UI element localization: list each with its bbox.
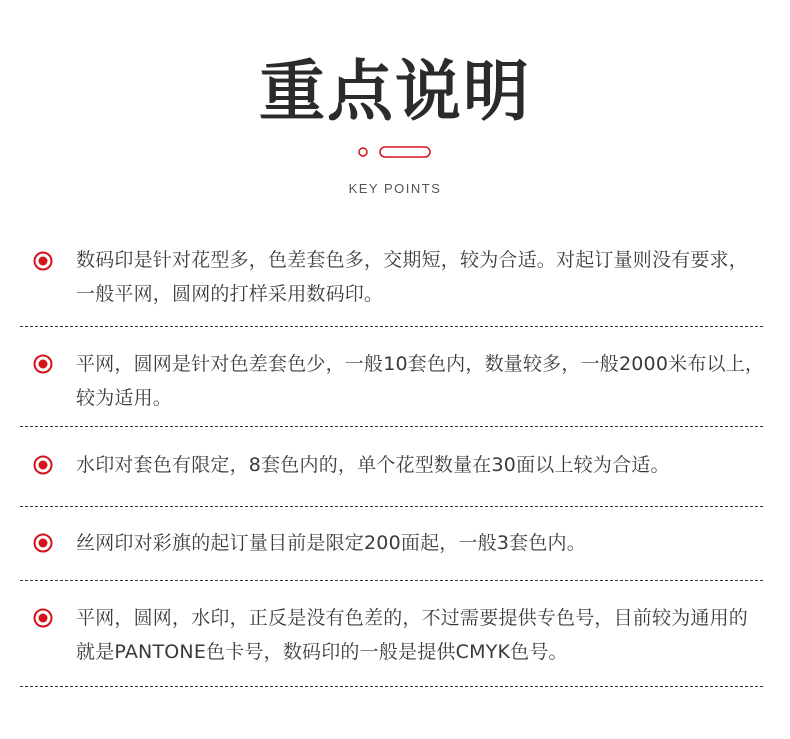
key-point-text: 丝网印对彩旗的起订量目前是限定200面起，一般3套色内。 xyxy=(76,532,586,554)
radio-dot-icon xyxy=(33,608,53,628)
title-ornament-icon xyxy=(356,145,436,159)
key-point-item xyxy=(20,506,763,581)
radio-dot-icon xyxy=(33,455,53,475)
key-point-item xyxy=(20,326,763,427)
radio-dot-icon xyxy=(33,251,53,271)
radio-dot-icon xyxy=(33,354,53,374)
radio-dot-icon xyxy=(33,533,53,553)
key-point-text: 平网，圆网是针对色差套色少，一般10套色内，数量较多，一般2000米布以上，较为适用。 xyxy=(76,353,765,409)
key-point-text: 水印对套色有限定，8套色内的，单个花型数量在30面以上较为合适。 xyxy=(76,454,670,476)
page-title: 重点说明 xyxy=(259,53,531,130)
key-point-text: 数码印是针对花型多，色差套色多，交期短，较为合适。对起订量则没有要求，一般平网，圆网的打样采用数码印。 xyxy=(76,249,749,305)
key-point-item xyxy=(20,238,763,327)
key-point-item xyxy=(20,580,763,687)
key-point-text: 平网，圆网，水印，正反是没有色差的，不过需要提供专色号，目前较为通用的就是PANTONE色卡号，数码印的一般是提供CMYK色号。 xyxy=(76,607,749,663)
page-subtitle: KEY POINTS xyxy=(348,181,442,196)
key-point-item xyxy=(20,426,763,507)
